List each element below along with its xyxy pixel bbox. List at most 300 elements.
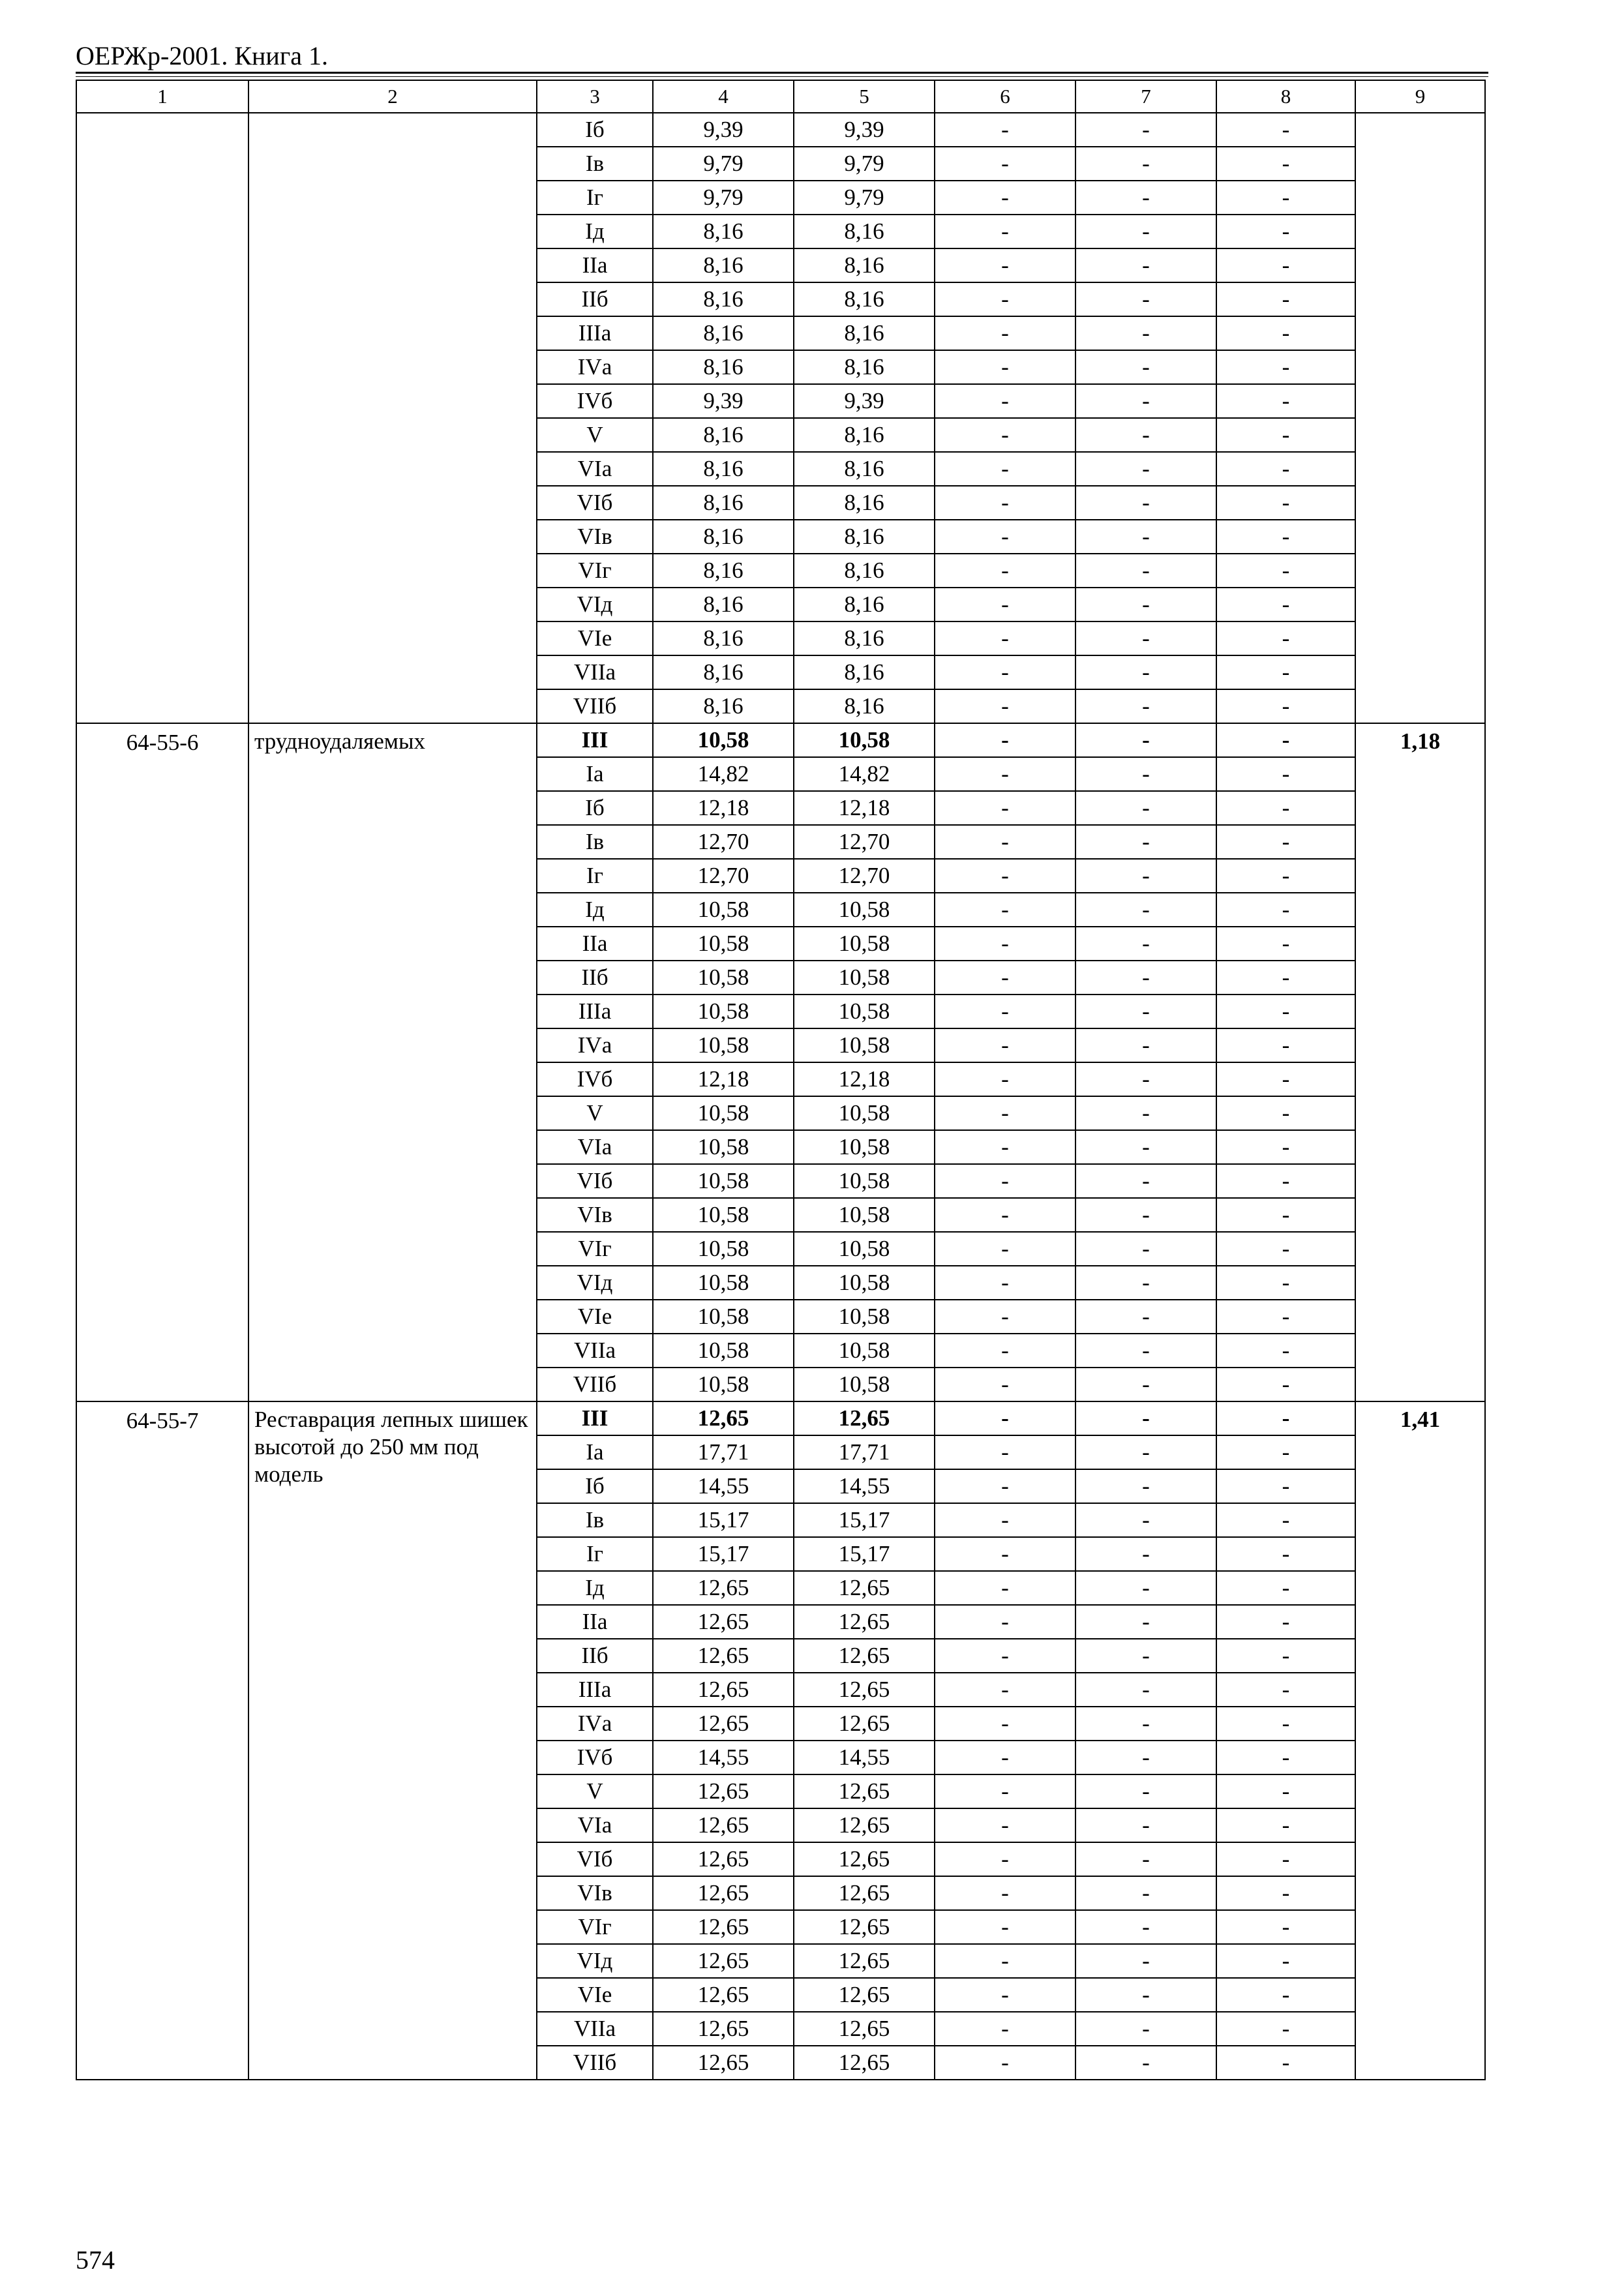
dash-cell: - xyxy=(935,384,1075,418)
zone-cell: VIа xyxy=(537,1130,653,1164)
zone-cell: V xyxy=(537,418,653,452)
dash-cell: - xyxy=(935,1741,1075,1774)
dash-cell: - xyxy=(1075,1876,1216,1910)
value-cell: 12,18 xyxy=(653,1062,794,1096)
value-cell: 14,82 xyxy=(653,757,794,791)
dash-cell: - xyxy=(1075,1334,1216,1368)
value-cell: 8,16 xyxy=(653,554,794,588)
dash-cell: - xyxy=(1216,181,1355,215)
zone-cell: III xyxy=(537,1401,653,1435)
zone-cell: IVа xyxy=(537,1028,653,1062)
zone-cell: Iг xyxy=(537,1537,653,1571)
dash-cell: - xyxy=(935,452,1075,486)
value-cell: 12,65 xyxy=(653,1944,794,1978)
value-cell: 9,79 xyxy=(794,181,935,215)
dash-cell: - xyxy=(1075,282,1216,316)
zone-cell: VIв xyxy=(537,1198,653,1232)
dash-cell: - xyxy=(1216,1910,1355,1944)
zone-cell: Iб xyxy=(537,791,653,825)
zone-cell: VIе xyxy=(537,621,653,655)
dash-cell: - xyxy=(1216,452,1355,486)
header-rule xyxy=(76,72,1488,74)
dash-cell: - xyxy=(935,791,1075,825)
value-cell: 12,70 xyxy=(794,825,935,859)
value-cell: 14,55 xyxy=(653,1741,794,1774)
dash-cell: - xyxy=(935,1028,1075,1062)
value-cell: 9,79 xyxy=(794,147,935,181)
dash-cell: - xyxy=(935,2012,1075,2046)
zone-cell: V xyxy=(537,1774,653,1808)
zone-cell: IIIа xyxy=(537,995,653,1028)
zone-cell: IIб xyxy=(537,1639,653,1673)
table-row xyxy=(76,723,1485,757)
dash-cell: - xyxy=(935,995,1075,1028)
dash-cell: - xyxy=(935,147,1075,181)
dash-cell: - xyxy=(935,1401,1075,1435)
dash-cell: - xyxy=(935,1232,1075,1266)
zone-cell: VIд xyxy=(537,1266,653,1300)
column-number: 7 xyxy=(1075,80,1216,113)
dash-cell: - xyxy=(1075,791,1216,825)
value-cell: 12,65 xyxy=(653,2046,794,2080)
dash-cell: - xyxy=(1075,1910,1216,1944)
dash-cell: - xyxy=(1216,520,1355,554)
zone-cell: VIб xyxy=(537,1164,653,1198)
zone-cell: III xyxy=(537,723,653,757)
dash-cell: - xyxy=(935,1910,1075,1944)
zone-cell: IVб xyxy=(537,1741,653,1774)
column-number: 2 xyxy=(248,80,537,113)
dash-cell: - xyxy=(935,1368,1075,1401)
work-description xyxy=(248,113,537,723)
dash-cell: - xyxy=(1216,1639,1355,1673)
value-cell: 8,16 xyxy=(653,621,794,655)
value-cell: 10,58 xyxy=(794,1300,935,1334)
dash-cell: - xyxy=(1075,757,1216,791)
dash-cell: - xyxy=(1216,1503,1355,1537)
dash-cell: - xyxy=(935,1198,1075,1232)
value-cell: 10,58 xyxy=(653,893,794,927)
dash-cell: - xyxy=(1216,1571,1355,1605)
dash-cell: - xyxy=(1216,248,1355,282)
dash-cell: - xyxy=(935,893,1075,927)
value-cell: 8,16 xyxy=(794,520,935,554)
value-cell: 12,65 xyxy=(794,1978,935,2012)
dash-cell: - xyxy=(1075,350,1216,384)
dash-cell: - xyxy=(1216,621,1355,655)
dash-cell: - xyxy=(1075,2046,1216,2080)
dash-cell: - xyxy=(935,655,1075,689)
dash-cell: - xyxy=(935,859,1075,893)
dash-cell: - xyxy=(1075,316,1216,350)
value-cell: 12,70 xyxy=(653,825,794,859)
dash-cell: - xyxy=(935,554,1075,588)
value-cell: 12,65 xyxy=(794,1910,935,1944)
value-cell: 8,16 xyxy=(794,621,935,655)
dash-cell: - xyxy=(1075,825,1216,859)
dash-cell: - xyxy=(1075,1401,1216,1435)
dash-cell: - xyxy=(1216,350,1355,384)
value-cell: 12,65 xyxy=(794,1673,935,1707)
dash-cell: - xyxy=(935,1435,1075,1469)
dash-cell: - xyxy=(1216,554,1355,588)
dash-cell: - xyxy=(935,1605,1075,1639)
dash-cell: - xyxy=(1075,1062,1216,1096)
dash-cell: - xyxy=(935,621,1075,655)
dash-cell: - xyxy=(1075,1300,1216,1334)
value-cell: 10,58 xyxy=(794,1130,935,1164)
zone-cell: VIIа xyxy=(537,655,653,689)
dash-cell: - xyxy=(1216,215,1355,248)
value-cell: 9,79 xyxy=(653,181,794,215)
dash-cell: - xyxy=(1075,215,1216,248)
dash-cell: - xyxy=(935,248,1075,282)
value-cell: 8,16 xyxy=(653,282,794,316)
dash-cell: - xyxy=(1216,723,1355,757)
zone-cell: VIб xyxy=(537,486,653,520)
value-cell: 12,65 xyxy=(653,1808,794,1842)
value-cell: 12,65 xyxy=(653,1842,794,1876)
zone-cell: VIб xyxy=(537,1842,653,1876)
dash-cell: - xyxy=(1216,1266,1355,1300)
value-cell: 12,65 xyxy=(794,1571,935,1605)
zone-cell: IIб xyxy=(537,961,653,995)
dash-cell: - xyxy=(1216,147,1355,181)
value-cell: 12,65 xyxy=(653,1707,794,1741)
dash-cell: - xyxy=(935,723,1075,757)
value-cell: 10,58 xyxy=(653,723,794,757)
dash-cell: - xyxy=(935,1503,1075,1537)
dash-cell: - xyxy=(935,520,1075,554)
dash-cell: - xyxy=(935,689,1075,723)
dash-cell: - xyxy=(1075,1198,1216,1232)
zone-cell: IIIа xyxy=(537,316,653,350)
value-cell: 12,70 xyxy=(794,859,935,893)
dash-cell: - xyxy=(935,1808,1075,1842)
value-cell: 12,18 xyxy=(794,1062,935,1096)
value-cell: 12,65 xyxy=(653,1673,794,1707)
value-cell: 10,58 xyxy=(794,1266,935,1300)
value-cell: 8,16 xyxy=(653,486,794,520)
zone-cell: Iг xyxy=(537,859,653,893)
zone-cell: Iв xyxy=(537,825,653,859)
dash-cell: - xyxy=(1216,1232,1355,1266)
dash-cell: - xyxy=(935,1876,1075,1910)
value-cell: 8,16 xyxy=(794,655,935,689)
dash-cell: - xyxy=(1216,1774,1355,1808)
zone-cell: VIе xyxy=(537,1978,653,2012)
zone-cell: IIа xyxy=(537,248,653,282)
value-cell: 8,16 xyxy=(653,452,794,486)
dash-cell: - xyxy=(935,1266,1075,1300)
zone-cell: VIв xyxy=(537,520,653,554)
dash-cell: - xyxy=(1216,1401,1355,1435)
work-description: Реставрация лепных шишек высотой до 250 мм под модель xyxy=(248,1401,537,2080)
dash-cell: - xyxy=(1075,1435,1216,1469)
dash-cell: - xyxy=(1216,1978,1355,2012)
dash-cell: - xyxy=(1216,995,1355,1028)
dash-cell: - xyxy=(1075,486,1216,520)
dash-cell: - xyxy=(1075,1707,1216,1741)
value-cell: 12,65 xyxy=(794,2012,935,2046)
value-cell: 8,16 xyxy=(653,588,794,621)
value-cell: 15,17 xyxy=(794,1503,935,1537)
value-cell: 17,71 xyxy=(653,1435,794,1469)
dash-cell: - xyxy=(1075,181,1216,215)
table-row xyxy=(76,1401,1485,1435)
value-cell: 8,16 xyxy=(653,418,794,452)
page-header xyxy=(76,40,1488,72)
value-cell: 12,65 xyxy=(653,1605,794,1639)
value-cell: 8,16 xyxy=(794,350,935,384)
value-cell: 12,65 xyxy=(653,1978,794,2012)
rate-code: 64-55-6 xyxy=(76,723,248,1401)
value-cell: 10,58 xyxy=(794,723,935,757)
dash-cell: - xyxy=(1216,1130,1355,1164)
header-rule-thin xyxy=(76,76,1488,77)
dash-cell: - xyxy=(1075,1537,1216,1571)
value-cell: 8,16 xyxy=(653,350,794,384)
value-cell: 14,55 xyxy=(794,1469,935,1503)
value-cell: 9,39 xyxy=(794,384,935,418)
dash-cell: - xyxy=(1216,1028,1355,1062)
value-cell: 10,58 xyxy=(653,1334,794,1368)
value-cell: 9,39 xyxy=(794,113,935,147)
value-cell: 12,65 xyxy=(653,1910,794,1944)
dash-cell: - xyxy=(1075,1808,1216,1842)
dash-cell: - xyxy=(1216,859,1355,893)
value-cell: 10,58 xyxy=(794,1164,935,1198)
dash-cell: - xyxy=(935,1130,1075,1164)
dash-cell: - xyxy=(935,486,1075,520)
dash-cell: - xyxy=(1216,1198,1355,1232)
coefficient: 1,41 xyxy=(1355,1401,1485,2080)
value-cell: 10,58 xyxy=(653,1368,794,1401)
dash-cell: - xyxy=(1075,588,1216,621)
dash-cell: - xyxy=(935,1571,1075,1605)
value-cell: 10,58 xyxy=(794,1232,935,1266)
value-cell: 10,58 xyxy=(653,1164,794,1198)
dash-cell: - xyxy=(935,1164,1075,1198)
dash-cell: - xyxy=(1075,1639,1216,1673)
zone-cell: VIд xyxy=(537,588,653,621)
zone-cell: VIг xyxy=(537,1232,653,1266)
zone-cell: IVа xyxy=(537,1707,653,1741)
dash-cell: - xyxy=(1075,1944,1216,1978)
dash-cell: - xyxy=(1216,1164,1355,1198)
dash-cell: - xyxy=(1075,1842,1216,1876)
dash-cell: - xyxy=(1075,384,1216,418)
value-cell: 10,58 xyxy=(794,1368,935,1401)
rates-table xyxy=(76,80,1486,2080)
value-cell: 14,82 xyxy=(794,757,935,791)
zone-cell: Iа xyxy=(537,1435,653,1469)
zone-cell: Iв xyxy=(537,1503,653,1537)
column-number: 6 xyxy=(935,80,1075,113)
zone-cell: Iд xyxy=(537,1571,653,1605)
dash-cell: - xyxy=(1075,723,1216,757)
dash-cell: - xyxy=(1216,1808,1355,1842)
value-cell: 12,65 xyxy=(794,1842,935,1876)
dash-cell: - xyxy=(1216,689,1355,723)
value-cell: 14,55 xyxy=(794,1741,935,1774)
dash-cell: - xyxy=(1216,1334,1355,1368)
column-number-row xyxy=(76,80,1485,113)
zone-cell: IVа xyxy=(537,350,653,384)
dash-cell: - xyxy=(1216,1842,1355,1876)
value-cell: 12,65 xyxy=(653,1401,794,1435)
dash-cell: - xyxy=(1075,1978,1216,2012)
value-cell: 8,16 xyxy=(794,486,935,520)
value-cell: 15,17 xyxy=(794,1537,935,1571)
value-cell: 8,16 xyxy=(653,248,794,282)
dash-cell: - xyxy=(935,2046,1075,2080)
zone-cell: VIIа xyxy=(537,1334,653,1368)
value-cell: 12,65 xyxy=(794,1876,935,1910)
dash-cell: - xyxy=(935,588,1075,621)
dash-cell: - xyxy=(1075,1368,1216,1401)
dash-cell: - xyxy=(935,1469,1075,1503)
value-cell: 8,16 xyxy=(653,655,794,689)
dash-cell: - xyxy=(1216,1944,1355,1978)
coefficient: 1,18 xyxy=(1355,723,1485,1401)
dash-cell: - xyxy=(1216,1368,1355,1401)
dash-cell: - xyxy=(935,1537,1075,1571)
dash-cell: - xyxy=(1216,757,1355,791)
zone-cell: IIа xyxy=(537,1605,653,1639)
dash-cell: - xyxy=(1075,689,1216,723)
dash-cell: - xyxy=(1216,927,1355,961)
zone-cell: IIIа xyxy=(537,1673,653,1707)
value-cell: 14,55 xyxy=(653,1469,794,1503)
value-cell: 12,65 xyxy=(794,2046,935,2080)
value-cell: 12,65 xyxy=(794,1808,935,1842)
zone-cell: VIа xyxy=(537,1808,653,1842)
zone-cell: VIе xyxy=(537,1300,653,1334)
zone-cell: VIд xyxy=(537,1944,653,1978)
dash-cell: - xyxy=(1216,1876,1355,1910)
dash-cell: - xyxy=(1075,1028,1216,1062)
dash-cell: - xyxy=(1075,1503,1216,1537)
coefficient xyxy=(1355,113,1485,723)
dash-cell: - xyxy=(1075,147,1216,181)
dash-cell: - xyxy=(1075,859,1216,893)
value-cell: 10,58 xyxy=(794,1028,935,1062)
value-cell: 10,58 xyxy=(794,995,935,1028)
zone-cell: Iб xyxy=(537,1469,653,1503)
value-cell: 10,58 xyxy=(653,1130,794,1164)
dash-cell: - xyxy=(1075,961,1216,995)
zone-cell: VIIб xyxy=(537,689,653,723)
zone-cell: VIIб xyxy=(537,1368,653,1401)
dash-cell: - xyxy=(1075,1266,1216,1300)
dash-cell: - xyxy=(1075,520,1216,554)
value-cell: 8,16 xyxy=(794,554,935,588)
dash-cell: - xyxy=(935,961,1075,995)
dash-cell: - xyxy=(1075,1741,1216,1774)
value-cell: 10,58 xyxy=(653,961,794,995)
value-cell: 12,65 xyxy=(794,1639,935,1673)
value-cell: 8,16 xyxy=(794,588,935,621)
dash-cell: - xyxy=(1075,452,1216,486)
value-cell: 9,39 xyxy=(653,384,794,418)
dash-cell: - xyxy=(935,1639,1075,1673)
column-number: 5 xyxy=(794,80,935,113)
dash-cell: - xyxy=(1075,418,1216,452)
document-title: ОЕРЖр-2001. Книга 1. xyxy=(76,41,328,70)
dash-cell: - xyxy=(935,1334,1075,1368)
dash-cell: - xyxy=(935,927,1075,961)
dash-cell: - xyxy=(1216,1300,1355,1334)
dash-cell: - xyxy=(1075,1673,1216,1707)
dash-cell: - xyxy=(1216,961,1355,995)
value-cell: 10,58 xyxy=(653,1096,794,1130)
dash-cell: - xyxy=(1216,486,1355,520)
dash-cell: - xyxy=(1216,1605,1355,1639)
value-cell: 12,65 xyxy=(653,1876,794,1910)
dash-cell: - xyxy=(1075,1096,1216,1130)
zone-cell: IIа xyxy=(537,927,653,961)
value-cell: 12,65 xyxy=(794,1605,935,1639)
value-cell: 8,16 xyxy=(794,452,935,486)
dash-cell: - xyxy=(1216,893,1355,927)
value-cell: 10,58 xyxy=(653,1266,794,1300)
dash-cell: - xyxy=(1075,655,1216,689)
value-cell: 10,58 xyxy=(794,1198,935,1232)
rate-code xyxy=(76,113,248,723)
zone-cell: Iд xyxy=(537,893,653,927)
dash-cell: - xyxy=(1075,1774,1216,1808)
dash-cell: - xyxy=(1216,1435,1355,1469)
value-cell: 10,58 xyxy=(794,961,935,995)
dash-cell: - xyxy=(1216,791,1355,825)
dash-cell: - xyxy=(1216,1707,1355,1741)
dash-cell: - xyxy=(1216,316,1355,350)
value-cell: 8,16 xyxy=(794,282,935,316)
dash-cell: - xyxy=(1075,893,1216,927)
value-cell: 10,58 xyxy=(653,995,794,1028)
dash-cell: - xyxy=(935,350,1075,384)
dash-cell: - xyxy=(1075,1469,1216,1503)
dash-cell: - xyxy=(935,418,1075,452)
zone-cell: IIб xyxy=(537,282,653,316)
page-number: 574 xyxy=(76,2245,115,2275)
zone-cell: VIIа xyxy=(537,2012,653,2046)
dash-cell: - xyxy=(935,1978,1075,2012)
value-cell: 12,65 xyxy=(653,1571,794,1605)
dash-cell: - xyxy=(1216,1062,1355,1096)
dash-cell: - xyxy=(1216,655,1355,689)
value-cell: 17,71 xyxy=(794,1435,935,1469)
column-number: 8 xyxy=(1216,80,1355,113)
value-cell: 8,16 xyxy=(653,520,794,554)
zone-cell: V xyxy=(537,1096,653,1130)
value-cell: 15,17 xyxy=(653,1503,794,1537)
dash-cell: - xyxy=(935,825,1075,859)
value-cell: 12,65 xyxy=(653,2012,794,2046)
dash-cell: - xyxy=(1075,1232,1216,1266)
dash-cell: - xyxy=(1075,1605,1216,1639)
dash-cell: - xyxy=(1216,2046,1355,2080)
value-cell: 10,58 xyxy=(653,927,794,961)
value-cell: 12,65 xyxy=(653,1639,794,1673)
zone-cell: IVб xyxy=(537,1062,653,1096)
value-cell: 10,58 xyxy=(653,1198,794,1232)
dash-cell: - xyxy=(1216,2012,1355,2046)
dash-cell: - xyxy=(935,1842,1075,1876)
value-cell: 10,58 xyxy=(794,1096,935,1130)
table-body xyxy=(76,80,1485,2080)
